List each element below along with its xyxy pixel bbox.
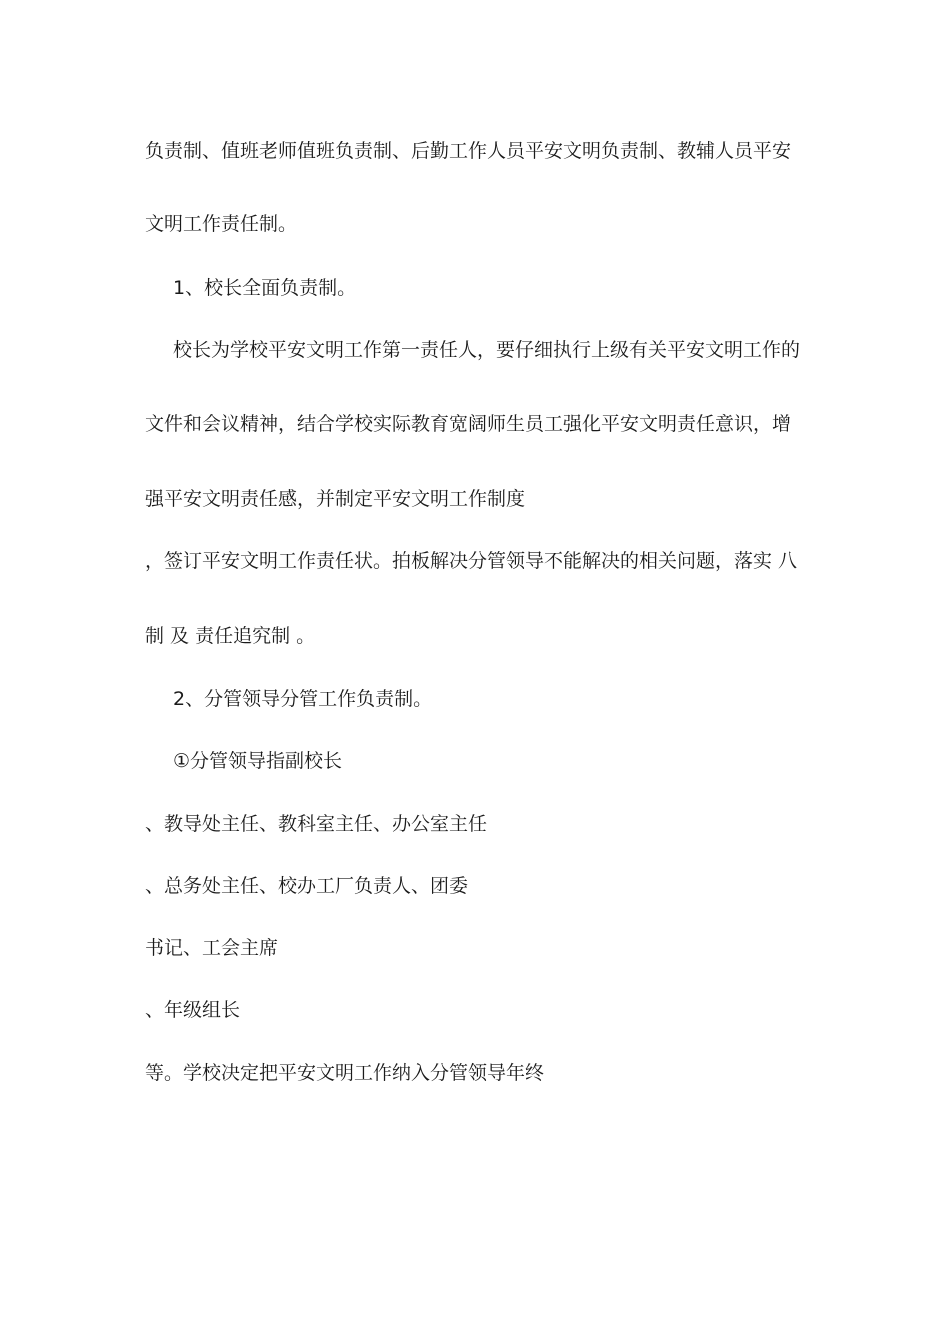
text-line: 、年级组长 [145,999,241,1021]
text-line: 书记、工会主席 [145,937,279,959]
text-line: 强平安文明责任感，并制定平安文明工作制度 [145,488,526,510]
list-item: ①分管领导指副校长 [173,750,343,772]
section-heading: 1、校长全面负责制。 [173,277,357,299]
text-line: 文件和会议精神，结合学校实际教育宽阔师生员工强化平安文明责任意识，增 [145,413,792,435]
text-line: 、总务处主任、校办工厂负责人、团委 [145,875,469,897]
text-line: 文明工作责任制。 [145,213,298,235]
text-line: 等。学校决定把平安文明工作纳入分管领导年终 [145,1062,545,1084]
text-line: 负责制、值班老师值班负责制、后勤工作人员平安文明负责制、教辅人员平安 [145,140,792,162]
text-line: 制 及 责任追究制 。 [145,625,316,647]
section-heading: 2、分管领导分管工作负责制。 [173,688,433,710]
text-line: ，签订平安文明工作责任状。拍板解决分管领导不能解决的相关问题，落实 八 [145,550,798,572]
text-line: 、教导处主任、教科室主任、办公室主任 [145,813,488,835]
paragraph-start: 校长为学校平安文明工作第一责任人，要仔细执行上级有关平安文明工作的 [173,339,801,361]
